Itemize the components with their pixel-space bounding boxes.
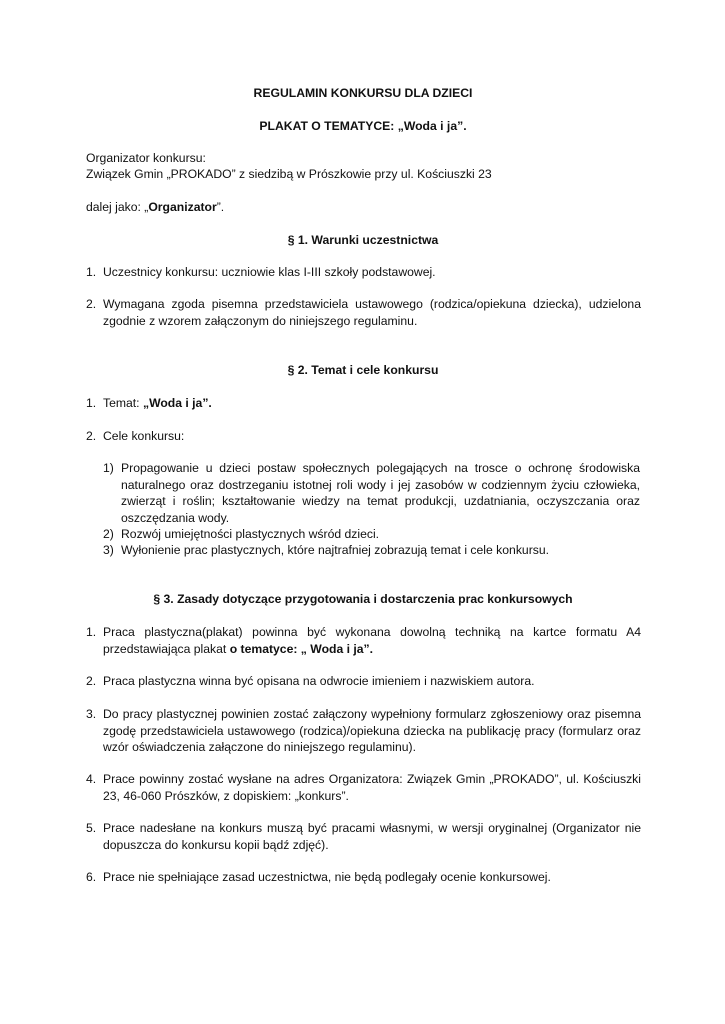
- document-title: REGULAMIN KONKURSU DLA DZIECI: [253, 86, 473, 100]
- section-heading: § 2. Temat i cele konkursu: [287, 363, 439, 377]
- section-heading: § 3. Zasady dotyczące przygotowania i dostarczenia prac konkursowych: [153, 592, 573, 606]
- document-subtitle: PLAKAT O TEMATYCE: „Woda i ja”.: [259, 119, 467, 133]
- section-heading: § 1. Warunki uczestnictwa: [287, 233, 439, 247]
- document-page: REGULAMIN KONKURSU DLA DZIECI PLAKAT O TEMATYCE: „Woda i ja”. Organizator konkursu: Związek Gmin „PROKADO” z siedzibą w Prószkowie przy ul. Kościuszki 23 dalej jako: „Organizator”. § 1. Warunki uczestnictwa 1. Uczestnicy konkursu: uczniowie klas I-III szkoły podstawowej. 2. Wymagana zgoda pisemna przedstawiciela ustawowego (rodzica/opiekuna dziecka), udzielona zgodnie z wzorem załączonym do niniejszego regulaminu. § 2. Temat i cele konkursu 1. Temat: „Woda i ja”. 2. Cele konkursu: 1) Propagowanie u dzieci postaw społecznych polegających na trosce o ochronę środowiska naturalnego oraz dostrzeganiu istotnej roli wody i jej zasobów w codziennym życiu człowieka, zwierząt i roślin; kształtowanie wiedzy na temat produkcji, uzdatniania, oczyszczania oraz oszczędzania wody. 2) Rozwój umiejętności plastycznych wśród dzieci. 3) Wyłonienie prac plastycznych, które najtrafniej zobrazują temat i cele konkursu. § 3. Zasady dotyczące przygotowania i dostarczenia prac konkursowych 1. Praca plastyczna(plakat) powinna być wykonana dowolną techniką na kartce formatu A4 przedstawiająca plakat o tematyce: „ Woda i ja”. 2. Praca plastyczna winna być opisana na odwrocie imieniem i nazwiskiem autora. 3. Do pracy plastycznej powinien zostać załączony wypełniony formularz zgłoszeniowy oraz pisemna zgodę przedstawiciela ustawowego (rodzica)/opiekuna dziecka na publikację pracy (formularz oraz wzór oświadczenia załączone do niniejszego regulaminu). 4. Prace powinny zostać wysłane na adres Organizatora: Związek Gmin „PROKADO”, ul. Kościuszki 23, 46-060 Prószków, z dopiskiem: „konkurs”. 5. Prace nadesłane na konkurs muszą być pracami własnymi, w wersji oryginalnej (Organizator nie dopuszcza do konkursu kopii bądź zdjęć). 6. Prace nie spełniające zasad uczestnictwa, nie będą podlegały ocenie konkursowej.: [86, 86, 641, 884]
- organizer-alias: dalej jako: „Organizator”.: [86, 200, 225, 214]
- organizer-details: Związek Gmin „PROKADO” z siedzibą w Prószkowie przy ul. Kościuszki 23: [86, 167, 492, 181]
- organizer-label: Organizator konkursu:: [86, 151, 206, 165]
